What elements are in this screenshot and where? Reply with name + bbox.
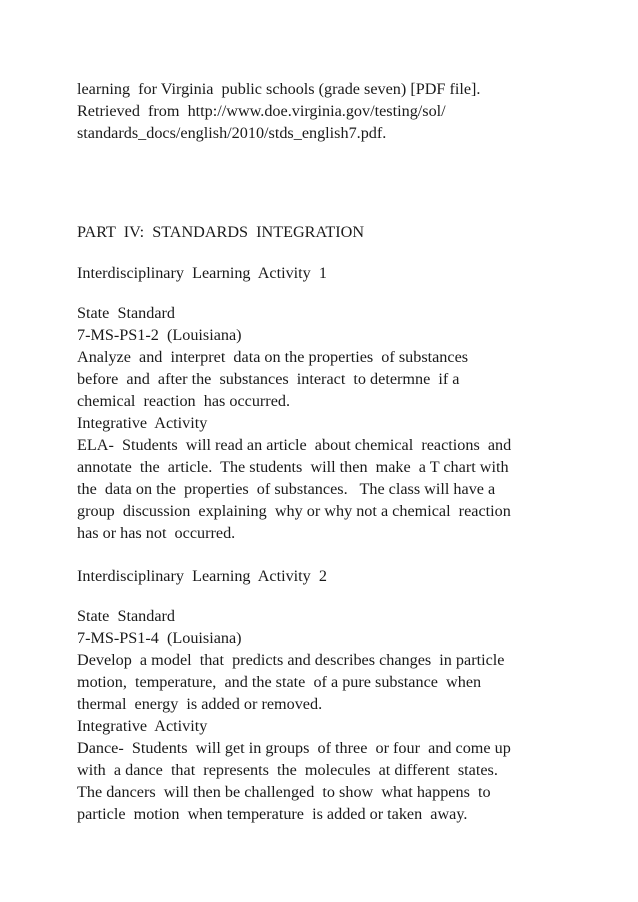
activity-1-integrative-line-1: ELA- Students will read an article about chemical reactions and — [77, 436, 512, 454]
activity-2-standard-code: 7-MS-PS1-4 (Louisiana) — [77, 629, 242, 647]
activity-1-integrative-line-5: has or has not occurred. — [77, 524, 236, 542]
activity-2-title: Interdisciplinary Learning Activity 2 — [77, 567, 327, 585]
activity-1-title: Interdisciplinary Learning Activity 1 — [77, 264, 327, 282]
activity-1-standard-label: State Standard — [77, 304, 176, 322]
activity-2-standard-line-1: Develop a model that predicts and describes changes in particle — [77, 651, 505, 669]
activity-1-integrative-line-3: the data on the properties of substances. The class will have a — [77, 480, 496, 498]
activity-1-standard-line-3: chemical reaction has occurred. — [77, 392, 291, 410]
activity-2-integrative-line-2: with a dance that represents the molecules at different states. — [77, 761, 498, 779]
part-heading: PART IV: STANDARDS INTEGRATION — [77, 223, 365, 241]
activity-2-integrative-line-4: particle motion when temperature is added or taken away. — [77, 805, 468, 823]
activity-1-integrative-line-2: annotate the article. The students will then make a T chart with — [77, 458, 509, 476]
activity-1-integrative-line-4: group discussion explaining why or why not a chemical reaction — [77, 502, 511, 520]
activity-2-standard-line-2: motion, temperature, and the state of a pure substance when — [77, 673, 482, 691]
activity-2-integrative-line-3: The dancers will then be challenged to show what happens to — [77, 783, 491, 801]
citation-line-3: standards_docs/english/2010/stds_english7.pdf. — [77, 124, 387, 142]
activity-1-standard-line-2: before and after the substances interact to determne if a — [77, 370, 460, 388]
activity-2-standard-line-3: thermal energy is added or removed. — [77, 695, 323, 713]
activity-2-integrative-line-1: Dance- Students will get in groups of three or four and come up — [77, 739, 511, 757]
activity-1-standard-line-1: Analyze and interpret data on the properties of substances — [77, 348, 469, 366]
citation-line-2: Retrieved from http://www.doe.virginia.gov/testing/sol/ — [77, 102, 446, 120]
activity-2-integrative-label: Integrative Activity — [77, 717, 208, 735]
activity-1-integrative-label: Integrative Activity — [77, 414, 208, 432]
activity-1-standard-code: 7-MS-PS1-2 (Louisiana) — [77, 326, 242, 344]
citation-line-1: learning for Virginia public schools (grade seven) [PDF file]. — [77, 80, 481, 98]
activity-2-standard-label: State Standard — [77, 607, 176, 625]
